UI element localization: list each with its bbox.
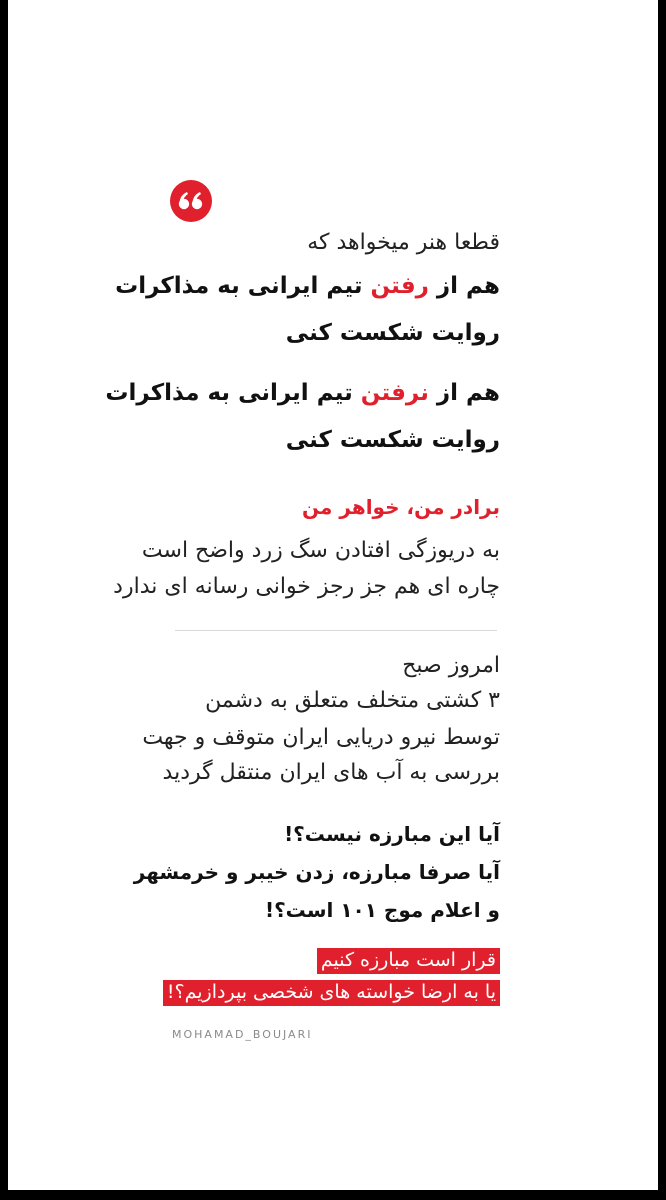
block2-keyword: نرفتن [360, 380, 429, 406]
para1-line2: چاره ای هم جز رجز خوانی رسانه ای ندارد [113, 574, 500, 599]
para2-line2: ۳ کشتی متخلف متعلق به دشمن [205, 688, 500, 713]
intro-line: قطعا هنر میخواهد که [307, 230, 500, 255]
highlight-line1 [317, 948, 500, 974]
question-line1: آیا این مبارزه نیست؟! [284, 822, 500, 846]
para2-line4: بررسی به آب های ایران منتقل گردید [162, 760, 500, 785]
block2-line2: روایت شکست کنی [285, 427, 500, 453]
block2-prefix: هم از [428, 380, 500, 406]
block2-line1 [105, 382, 500, 405]
highlight-text2: یا به ارضا خواسته های شخصی بپردازیم؟! [163, 980, 500, 1006]
subheading: برادر من، خواهر من [302, 495, 500, 519]
section-divider [175, 630, 497, 631]
para2-line1: امروز صبح [402, 653, 500, 678]
block1-line1 [115, 275, 500, 298]
highlight-line2 [163, 980, 500, 1006]
quote-mark-icon [170, 180, 212, 222]
para1-line1: به دریوزگی افتادن سگ زرد واضح است [141, 538, 500, 563]
block1-prefix: هم از [428, 273, 500, 299]
highlight-text1: قرار است مبارزه کنیم [317, 948, 500, 974]
block1-keyword: رفتن [370, 273, 429, 299]
author-signature: MOHAMAD_BOUJARI [172, 1028, 313, 1041]
question-line3: و اعلام موج ۱۰۱ است؟! [264, 898, 500, 922]
block1-line2: روایت شکست کنی [285, 320, 500, 346]
para2-line3: توسط نیرو دریایی ایران متوقف و جهت [142, 725, 500, 750]
block2-suffix: تیم ایرانی به مذاکرات [105, 380, 361, 406]
block1-suffix: تیم ایرانی به مذاکرات [115, 273, 371, 299]
question-line2: آیا صرفا مبارزه، زدن خیبر و خرمشهر [133, 860, 500, 884]
